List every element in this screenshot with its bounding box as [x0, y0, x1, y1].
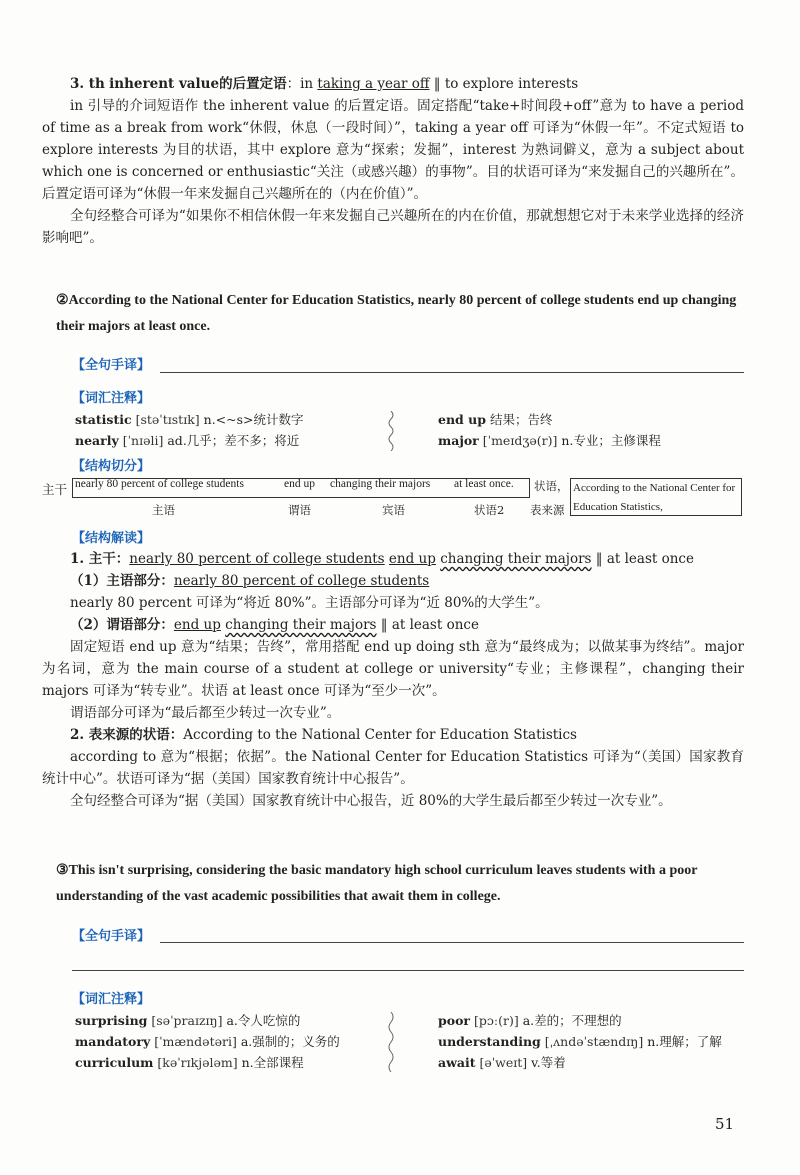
sentence-3-text: This isn't surprising, considering the basic mandatory high school curriculum leaves students with a poor understanding of the vast academic possibilities that await them in college. [56, 863, 698, 904]
role-predicate: 谓语 [288, 503, 311, 517]
vocab-word: end up [438, 412, 486, 427]
vocab-word: curriculum [75, 1055, 154, 1070]
vocab-phonetic: [əˈweɪt] [479, 1055, 528, 1070]
structure-cell-subject: nearly 80 percent of college students [75, 478, 244, 490]
section3-block [42, 73, 744, 249]
vocab-def: v.等着 [531, 1055, 566, 1070]
explain-line-3: nearly 80 percent 可译为“将近 80%”。主语部分可译为“近 80%的大学生”。 [70, 595, 549, 611]
explain-line-7 [70, 724, 744, 746]
section3-paragraph-2: 全句经整合可译为“如果你不相信休假一年来发掘自己兴趣所在的内在价值，那就想想它对于未来学业选择的经济影响吧”。 [42, 208, 744, 246]
vocab-phonetic: [səˈpraɪzɪŋ] [151, 1013, 223, 1028]
structure-box [72, 478, 744, 518]
explain-paragraph-6: 谓语部分可译为“最后都至少转过一次专业”。 [70, 705, 341, 721]
vocab-phonetic: [ˈmeɪdʒə(r)] [482, 433, 558, 448]
vocab-def: 结果；告终 [489, 412, 553, 427]
role-subject: 主语 [152, 503, 175, 517]
explain-head: 2. 表来源的状语： [70, 727, 184, 743]
heading-tail: ‖ to explore interests [429, 76, 579, 92]
explain-line-1 [70, 548, 744, 570]
section3-paragraph-1: in 引导的介词短语作 the inherent value 的后置定语。固定搭配“take+时间段+off”意为 to have a period of time as a break from work“休假，休息（一段时间）”，taking a year off 可译为“休假一年”。不定式短语 to explore interests 为目的状语，其中 explore 意为“探索；发掘”，interest 为熟词僻义，意为 a subject about which one is concerned or enthusiastic“关注（或感兴趣）的事物”。目的状语可译为“来发掘自己的兴趣所在”。后置定语可译为“休假一年来发掘自己兴趣所在的（内在价值）”。 [42, 98, 744, 202]
vocab-word: major [438, 433, 479, 448]
role-object: 宾语 [382, 503, 405, 517]
vocab-phonetic: [stəˈtɪstɪk] [135, 412, 200, 427]
wave-divider-icon [386, 1012, 396, 1072]
heading-subject: inherent value [109, 76, 220, 92]
vocab-entry-curriculum [75, 1052, 304, 1074]
explain-label-text: 【结构解读】 [72, 531, 151, 546]
structure-cell-adverbial-label: 状语， [534, 481, 569, 493]
vocab-label-text: 【词汇注释】 [72, 391, 151, 406]
vocab-def: a.差的；不理想的 [522, 1013, 622, 1028]
explain-predicate: end up [388, 551, 436, 567]
vocab-entry-surprising [75, 1010, 300, 1032]
vocab-def: ad.几乎；差不多；将近 [167, 433, 300, 448]
explain-subject: nearly 80 percent of college students [129, 551, 385, 567]
sentence-2-text: According to the National Center for Education Statistics, nearly 80 percent of college students end up changing their majors at least once. [56, 293, 737, 334]
explain-source: According to the National Center for Education Statistics [183, 727, 577, 743]
structure-cell-object: changing their majors [330, 478, 431, 490]
vocab-word: nearly [75, 433, 119, 448]
vocab-entry-end-up [438, 409, 552, 431]
explain-label [72, 527, 150, 546]
vocab-phonetic: [pɔː(r)] [474, 1013, 519, 1028]
vocab-def: a.令人吃惊的 [226, 1013, 301, 1028]
translate-line-3b[interactable] [72, 970, 744, 971]
vocab-label-3 [72, 988, 150, 1007]
explain-paragraph-8: according to 意为“根据；依据”。the National Center for Education Statistics 可译为“（美国）国家教育统计中心”。状语可译为“据（美国）国家教育统计中心报告”。 [42, 749, 744, 787]
explain-head: （2）谓语部分： [70, 617, 174, 633]
explain2-block [42, 548, 744, 812]
translate-label-2 [72, 354, 150, 373]
translate-label-text: 【全句手译】 [72, 358, 151, 373]
vocab-entry-await [438, 1052, 566, 1074]
page-number: 51 [715, 1115, 735, 1133]
vocab-def: n.专业；主修课程 [561, 433, 661, 448]
vocab-entry-mandatory [75, 1031, 340, 1053]
vocab-word: mandatory [75, 1034, 151, 1049]
structure-cell-adverbial: at least once. [454, 478, 514, 490]
role-source: 表来源 [530, 503, 565, 517]
explain-paragraph-5: 固定短语 end up 意为“结果；告终”，常用搭配 end up doing sth 意为“最终成为；以做某事为终结”。major 为名词，意为 the main course of a student at college or university“专业；主修课程”，changing their majors 可译为“转专业”。状语 at least once 可译为“至少一次”。 [42, 639, 744, 699]
vocab-label-2 [72, 387, 150, 406]
vocab-def: n.<~s>统计数字 [203, 412, 304, 427]
translate-label-text: 【全句手译】 [72, 929, 151, 944]
heading-num: 3. th [70, 76, 105, 92]
explain-predicate: end up [173, 617, 221, 633]
explain-object: changing their majors [440, 551, 592, 567]
role-adverbial: 状语2 [474, 503, 505, 517]
heading-colon: ：in [286, 76, 318, 92]
cut-label [72, 455, 150, 474]
heading-cn: 的后置定语 [219, 76, 287, 92]
vocab-label-text: 【词汇注释】 [72, 992, 151, 1007]
vocab-word: surprising [75, 1013, 148, 1028]
vocab-def: n.全部课程 [241, 1055, 304, 1070]
vocab-word: statistic [75, 412, 132, 427]
explain-adverbial: ‖ at least once [376, 617, 479, 633]
wave-divider-icon [386, 411, 396, 451]
translate-label-3 [72, 925, 150, 944]
vocab-entry-nearly [75, 430, 299, 452]
explain-object: changing their majors [225, 617, 377, 633]
sentence-3-number: ③ [56, 863, 69, 878]
vocab-entry-major [438, 430, 661, 452]
vocab-phonetic: [ˈmændətəri] [154, 1034, 237, 1049]
structure-cell-source: According to the National Center for Education Statistics, [570, 478, 742, 516]
vocab-def: a.强制的；义务的 [240, 1034, 340, 1049]
translate-line-2[interactable] [160, 372, 744, 373]
structure-side-label: 主干 [42, 482, 68, 497]
explain-line-4 [70, 614, 744, 636]
vocab-phonetic: [ˌʌndəˈstændɪŋ] [544, 1034, 644, 1049]
explain-subject: nearly 80 percent of college students [173, 573, 430, 589]
vocab-def: n.理解；了解 [647, 1034, 722, 1049]
sentence-2-number: ② [56, 293, 69, 308]
section3-heading [70, 73, 744, 95]
explain-head: 1. 主干： [70, 551, 130, 567]
vocab-entry-poor [438, 1010, 622, 1032]
vocab-word: await [438, 1055, 476, 1070]
sentence-2 [56, 288, 756, 340]
vocab-entry-statistic [75, 409, 304, 431]
explain-paragraph-9: 全句经整合可译为“据（美国）国家教育统计中心报告，近 80%的大学生最后都至少转过一次专业”。 [70, 793, 672, 809]
translate-line-3a[interactable] [160, 942, 744, 943]
vocab-word: understanding [438, 1034, 541, 1049]
explain-head: （1）主语部分： [70, 573, 174, 589]
structure-cell-predicate: end up [284, 478, 315, 490]
sentence-3 [56, 858, 756, 910]
vocab-phonetic: [kəˈrɪkjələm] [157, 1055, 238, 1070]
cut-label-text: 【结构切分】 [72, 459, 151, 474]
explain-adverbial: ‖ at least once [591, 551, 694, 567]
heading-phrase: taking a year off [317, 76, 430, 92]
vocab-phonetic: [ˈnɪəli] [122, 433, 164, 448]
vocab-word: poor [438, 1013, 471, 1028]
explain-line-2 [70, 570, 744, 592]
vocab-entry-understanding [438, 1031, 722, 1053]
